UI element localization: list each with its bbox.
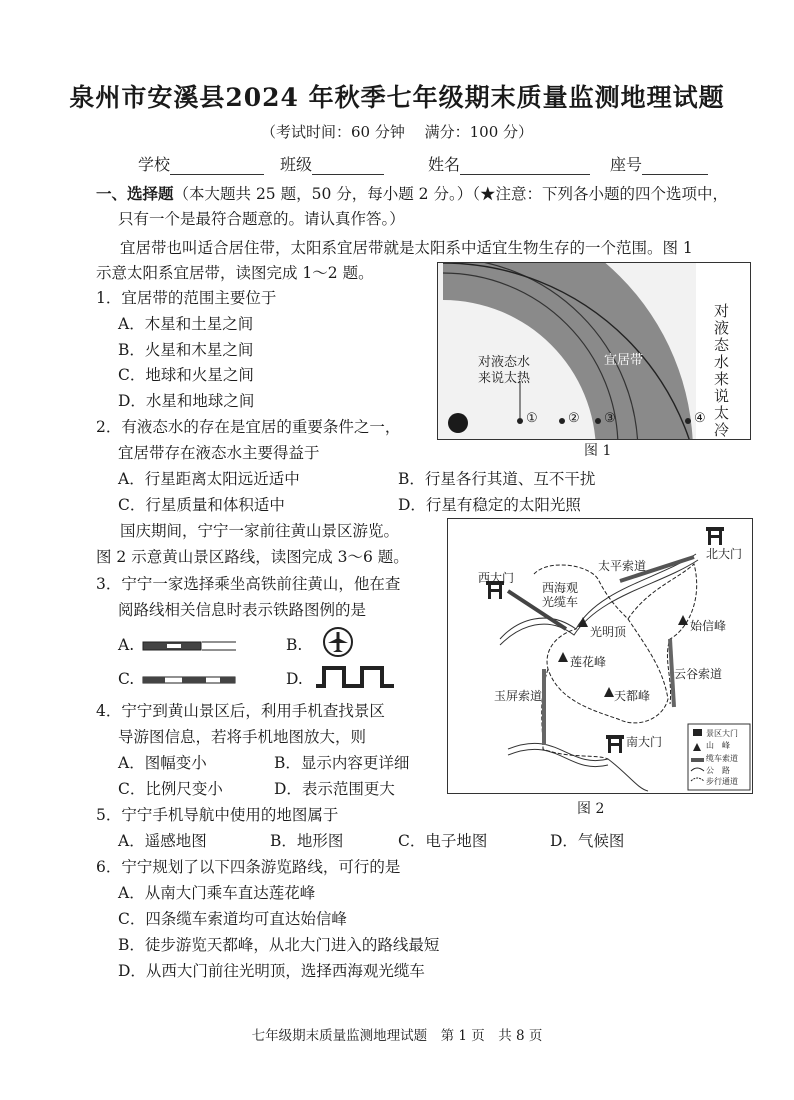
figure1-habitable-zone: [437, 262, 751, 440]
q3-option-a-label: A.: [118, 636, 135, 654]
taiping-label: 太平索道: [598, 559, 647, 573]
tiandu-peak-icon: [604, 687, 614, 697]
yungu-label: 云谷索道: [674, 667, 723, 681]
tiandu-label: 天都峰: [614, 689, 651, 703]
section-heading-bold: 一、选择题: [96, 184, 174, 203]
page-footer: 七年级期末质量监测地理试题 第 1 页 共 8 页: [251, 1028, 543, 1044]
school-field: [138, 152, 264, 175]
q5-option-c: C．电子地图: [398, 832, 488, 850]
q2-option-c: C．行星质量和体积适中: [118, 496, 285, 514]
figure2-caption: 图 2: [577, 801, 605, 817]
q6-option-b: B．徒步游览天都峰，从北大门进入的路线最短: [118, 936, 440, 954]
intro1-line2: 示意太阳系宜居带，读图完成 1～2 题。: [96, 264, 374, 282]
class-label: 班级: [280, 155, 313, 174]
legend-peak-label: 山 峰: [706, 741, 730, 750]
school-label: 学校: [138, 155, 171, 174]
fig1-cold-label: [714, 303, 732, 439]
q4-stem-1: 4．宁宁到黄山景区后，利用手机查找景区: [96, 702, 385, 720]
seat-blank: [642, 158, 708, 175]
q2-stem-1: 2．有液态水的存在是宜居的重要条件之一，: [96, 418, 401, 436]
intro1-line1: 宜居带也叫适合居住带，太阳系宜居带就是太阳系中适宜生物生存的一个范围。图 1: [120, 239, 693, 257]
q1-stem: 1．宜居带的范围主要位于: [96, 289, 277, 307]
cold-char: 态: [714, 336, 730, 354]
figure2-huangshan-map: [447, 518, 753, 794]
planet-4-dot: [685, 418, 691, 424]
section-heading: [96, 182, 728, 204]
q3-stem-2: 阅路线相关信息时表示铁路图例的是: [118, 601, 367, 619]
legend-gate-label: 景区大门: [706, 729, 738, 738]
cold-char: 对: [714, 302, 730, 320]
q3-option-a-symbol: [142, 640, 238, 652]
q4-option-a: A．图幅变小: [118, 754, 207, 772]
xihai-label-1: 西海观: [542, 581, 579, 595]
q3-stem-1: 3．宁宁一家选择乘坐高铁前往黄山，他在查: [96, 575, 401, 593]
q1-option-b: B．火星和木星之间: [118, 341, 254, 359]
legend-cable-label: 缆车索道: [706, 754, 738, 763]
q1-option-a: A．木星和土星之间: [118, 315, 254, 333]
q5-option-d: D．气候图: [550, 832, 625, 850]
q6-option-d: D．从西大门前往光明顶，选择西海观光缆车: [118, 962, 425, 980]
cold-char: 液: [714, 319, 730, 337]
guangming-label: 光明顶: [590, 625, 627, 639]
marker-4: ④: [694, 411, 706, 426]
q6-option-c: C．四条缆车索道均可直达始信峰: [118, 910, 347, 928]
shixin-label: 始信峰: [690, 619, 727, 633]
q4-option-b: B．显示内容更详细: [274, 754, 410, 772]
section-heading-rest: （本大题共 25 题，50 分，每小题 2 分。）（★注意：下列各小题的四个选项中，: [173, 185, 728, 203]
legend-road-label: 公 路: [706, 766, 730, 775]
intro2-line2: 图 2 示意黄山景区路线，读图完成 3～6 题。: [96, 548, 409, 566]
cold-char: 冷: [714, 421, 730, 439]
planet-3-dot: [595, 418, 601, 424]
exam-subtitle: （考试时间：60 分钟 满分：100 分）: [260, 123, 534, 141]
school-blank: [170, 158, 264, 175]
marker-3: ③: [604, 411, 616, 426]
trail-west: [542, 669, 608, 759]
name-blank: [460, 158, 590, 175]
q4-stem-2: 导游图信息，若将手机地图放大，则: [118, 728, 367, 746]
q5-option-b: B．地形图: [270, 832, 344, 850]
lianhua-label: 莲花峰: [570, 655, 607, 669]
q3-option-c-label: C.: [118, 670, 135, 688]
legend-gate-icon: [693, 729, 702, 736]
intro2-line1: 国庆期间，宁宁一家前往黄山景区游览。: [120, 522, 400, 540]
q1-option-d: D．水星和地球之间: [118, 392, 255, 410]
q2-option-a: A．行星距离太阳远近适中: [118, 470, 300, 488]
q6-stem: 6．宁宁规划了以下四条游览路线，可行的是: [96, 858, 401, 876]
marker-2: ②: [568, 411, 580, 426]
sun-icon: [448, 413, 468, 433]
fig1-hot-label-1: 对液态水: [478, 355, 531, 370]
lianhua-peak-icon: [558, 652, 568, 662]
west-gate-label: 西大门: [478, 571, 515, 585]
shixin-peak-icon: [678, 615, 688, 625]
q2-option-b: B．行星各行其道、互不干扰: [398, 470, 596, 488]
q6-option-a: A．从南大门乘车直达莲花峰: [118, 884, 316, 902]
south-gate-label: 南大门: [626, 735, 663, 749]
q2-stem-2: 宜居带存在液态水主要得益于: [118, 444, 320, 462]
fig1-zone-label: 宜居带: [604, 353, 644, 368]
marker-1: ①: [526, 411, 538, 426]
cold-char: 说: [714, 387, 730, 405]
q4-option-d: D．表示范围更大: [274, 780, 395, 798]
q3-option-b-label: B.: [286, 636, 303, 654]
q2-option-d: D．行星有稳定的太阳光照: [398, 496, 581, 514]
q3-option-d-label: D.: [286, 670, 303, 688]
south-gate-icon: [606, 735, 624, 753]
guangming-peak-icon: [578, 617, 588, 627]
name-label: 姓名: [428, 155, 461, 174]
q3-option-c-symbol: [142, 674, 238, 686]
cold-char: 太: [714, 404, 730, 422]
north-gate-icon: [706, 527, 724, 545]
q3-option-d-symbol: [314, 664, 398, 690]
exam-title: 泉州市安溪县2024 年秋季七年级期末质量监测地理试题: [69, 83, 725, 112]
name-field: [428, 152, 590, 175]
figure1-caption: 图 1: [584, 443, 612, 459]
cold-char: 水: [714, 353, 730, 371]
road-south-inner: [508, 749, 608, 766]
yuping-label: 玉屏索道: [494, 689, 543, 703]
q4-option-c: C．比例尺变小: [118, 780, 223, 798]
planet-1-dot: [517, 418, 523, 424]
airport-icon: [322, 626, 354, 658]
fig1-hot-label-2: 来说太热: [478, 371, 531, 386]
north-gate-label: 北大门: [706, 547, 743, 561]
class-blank: [312, 158, 384, 175]
road-south: [508, 743, 648, 791]
q5-option-a: A．遥感地图: [118, 832, 207, 850]
legend-trail-label: 步行通道: [706, 777, 738, 786]
q1-option-c: C．地球和火星之间: [118, 366, 254, 384]
q5-stem: 5．宁宁手机导航中使用的地图属于: [96, 806, 339, 824]
cold-char: 来: [714, 370, 730, 388]
seat-field: [610, 152, 708, 175]
class-field: [280, 152, 384, 175]
seat-label: 座号: [610, 155, 643, 174]
xihai-label-2: 光缆车: [542, 595, 579, 609]
section-heading-line2: 只有一个是最符合题意的。请认真作答。）: [118, 210, 405, 228]
planet-2-dot: [559, 418, 565, 424]
